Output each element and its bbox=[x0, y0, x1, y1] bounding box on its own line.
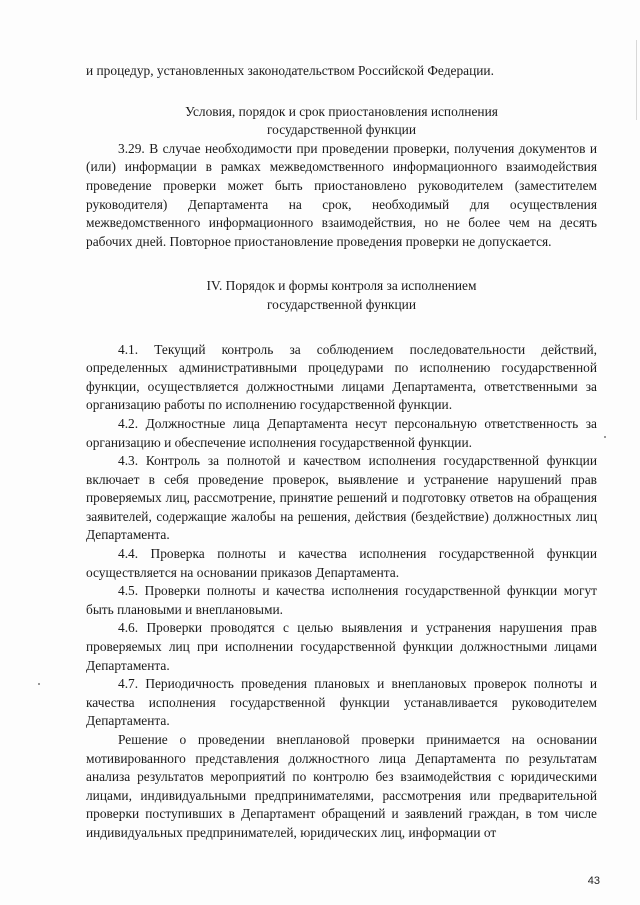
continuation-line: и процедур, установленных законодательством Российской Федерации. bbox=[86, 63, 494, 78]
section-iv bbox=[86, 277, 597, 842]
scan-speck bbox=[604, 436, 606, 438]
scan-edge-mark bbox=[636, 40, 637, 120]
paragraph-4-4: 4.4. Проверка полноты и качества исполнения государственной функции осуществляется на основании приказов Департамента. bbox=[86, 546, 597, 580]
paragraph-4-7: 4.7. Периодичность проведения плановых и внеплановых проверок полноты и качества исполнения государственной функции устанавливается руководителем Департамента. bbox=[86, 676, 597, 729]
document-body bbox=[86, 62, 597, 843]
page-number: 43 bbox=[587, 875, 600, 887]
section-heading-line-2: государственной функции bbox=[267, 122, 416, 138]
paragraph-4-6: 4.6. Проверки проводятся с целью выявления и устранения нарушения прав проверяемых лиц при исполнении государственной функции должностными лицами Департамента. bbox=[86, 620, 597, 673]
paragraph-4-3: 4.3. Контроль за полнотой и качеством исполнения государственной функции включает в себя проведение проверок, выявление и устранение нарушений прав проверяемых лиц, рассмотрение, принятие решений и подготовку ответов на обращения заявителей, содержащие жалобы на решения, действия (бездействие) должностных лиц Департамента. bbox=[86, 453, 597, 543]
scan-speck bbox=[38, 683, 40, 685]
paragraph-4-1: 4.1. Текущий контроль за соблюдением последовательности действий, определенных административными процедурами по исполнению государственной функции, осуществляется должностными лицами Департамента, ответственными за организацию работы по исполнению государственной функции. bbox=[86, 341, 597, 413]
paragraph-decision: Решение о проведении внеплановой проверки принимается на основании мотивированного представления должностного лица Департамента по результатам анализа результатов мероприятий по контролю без взаимодействия с юридическими лицами, индивидуальными предпринимателями, рассмотрения или предварительной проверки поступивших в Департамент обращений и заявлений граждан, в том числе индивидуальных предпринимателей, юридических лиц, информации от bbox=[86, 732, 597, 840]
paragraph-4-5: 4.5. Проверки полноты и качества исполнения государственной функции могут быть плановыми и внеплановыми. bbox=[86, 583, 597, 617]
paragraph-4-2: 4.2. Должностные лица Департамента несут персональную ответственность за организацию и обеспечение исполнения государственной функции. bbox=[86, 415, 597, 450]
section-iv-heading-line-1: IV. Порядок и формы контроля за исполнением bbox=[206, 278, 477, 294]
section-iv-heading-line-2: государственной функции bbox=[267, 296, 416, 312]
paragraph-3-29: 3.29. В случае необходимости при проведении проверки, получения документов и (или) информации в рамках межведомственного информационного взаимодействия проведение проверки может быть приостановлено руководителем (заместителем руководителя) Департамента на срок, необходимый для осуществления межведомственного информационного взаимодействия, но не более чем на десять рабочих дней. Повторное приостановление проведения проверки не допускается. bbox=[86, 140, 597, 249]
section-suspension bbox=[86, 103, 597, 252]
section-heading-line-1: Условия, порядок и срок приостановления исполнения bbox=[185, 103, 498, 119]
